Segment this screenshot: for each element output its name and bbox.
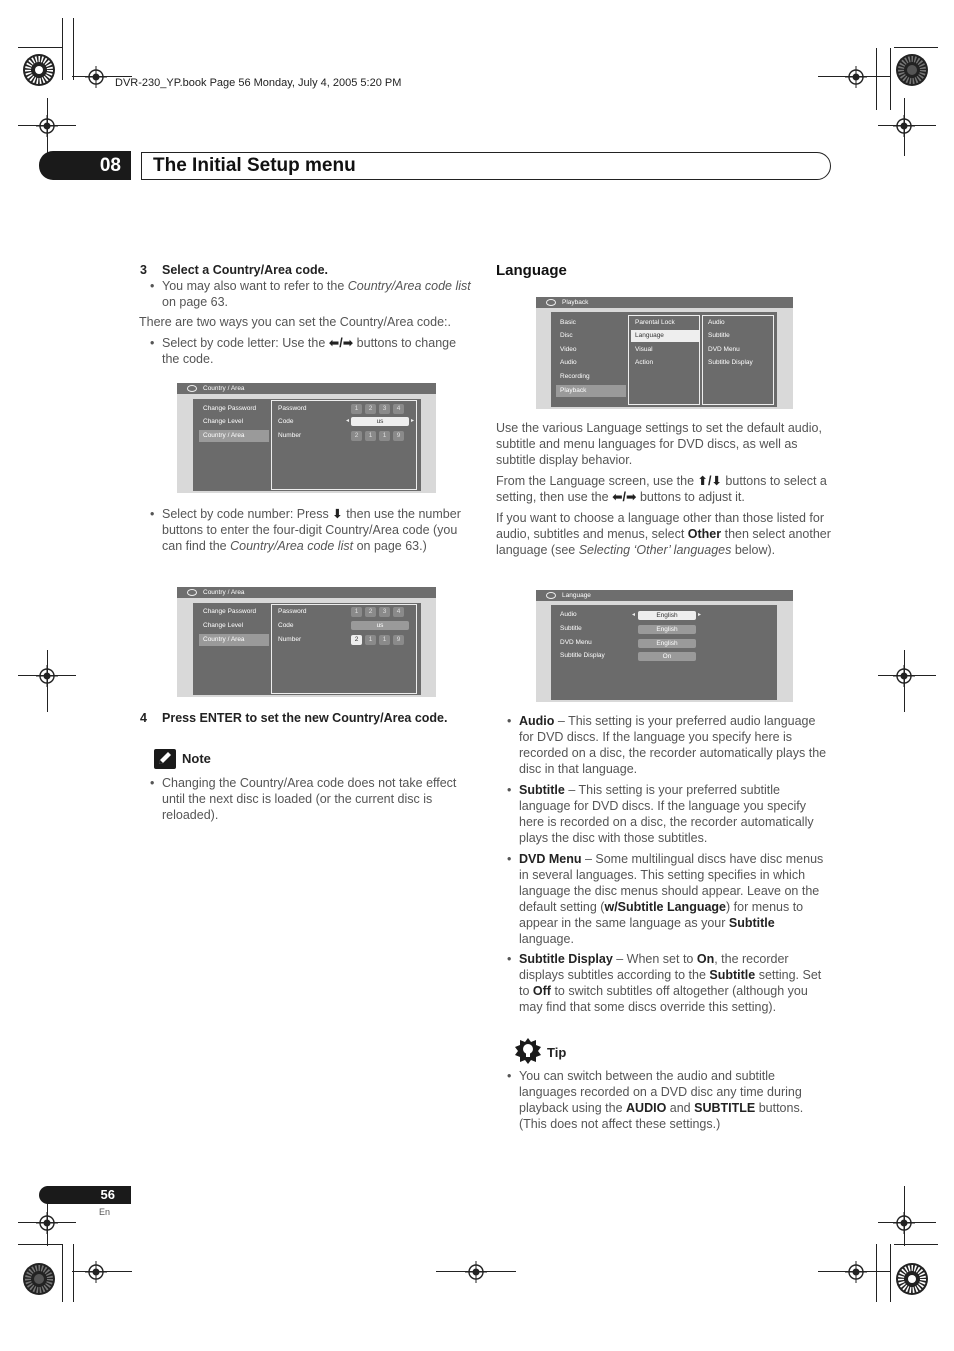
chapter-number: 08 <box>39 151 131 180</box>
dvd-menu-bullet: • DVD Menu – Some multilingual discs have disc menus in several languages. This setting specifies in which language the disc menus should appear. Leave on the default setting (w/Subtitle Language) for menus to appear in the same language as your Subtitle language. <box>507 852 824 946</box>
color-rosette-icon <box>895 1262 929 1296</box>
registration-mark-icon <box>85 66 107 88</box>
two-ways-text: There are two ways you can set the Country/Area code:. <box>139 315 451 329</box>
setup-eye-icon <box>187 589 197 596</box>
language-settings-screen: Language Audio Subtitle DVD Menu Subtitle Display ◂ English ▸ English English On <box>536 590 793 702</box>
registration-mark-icon <box>36 1212 58 1234</box>
color-rosette-icon <box>22 53 56 87</box>
color-rosette-icon <box>895 53 929 87</box>
chapter-title: The Initial Setup menu <box>153 155 356 176</box>
subtitle-display-bullet: • Subtitle Display – When set to On, the recorder displays subtitles according to the Subtitle setting. Set to Off to switch subtitles off altogether (although you may find that some discs override this setting). <box>507 952 822 1014</box>
label-password: Password <box>278 608 307 615</box>
dvd-menu-value: English <box>638 639 696 648</box>
subtitle-bullet: • Subtitle – This setting is your preferred subtitle language for DVD discs. If the language you specify here is recorded on a disc, the recorder automatically plays the disc with those subtitles. <box>507 783 814 845</box>
page-number: 56 <box>39 1186 131 1204</box>
code-value: us <box>351 417 409 426</box>
menu-change-password: Change Password <box>203 608 257 615</box>
book-slug-line: DVR-230_YP.book Page 56 Monday, July 4, 2005 5:20 PM <box>115 77 402 89</box>
note-heading: Note <box>182 751 211 766</box>
language-intro-para: Use the various Language settings to set the default audio, subtitle and menu languages for DVD discs, as well as subtitle display behavior. <box>496 421 822 467</box>
audio-value: English <box>638 611 696 620</box>
label-number: Number <box>278 636 302 643</box>
label-audio: Audio <box>560 611 577 618</box>
menu-change-level: Change Level <box>203 622 244 629</box>
registration-mark-icon <box>36 665 58 687</box>
country-area-screen-2: Country / Area Change Password Change Level Country / Area Password Code Number 1 2 3 4 us 2 1 1 9 <box>177 587 436 697</box>
step-4-number: 4 <box>140 711 147 725</box>
setup-eye-icon <box>187 385 197 392</box>
select-by-number-bullet: • Select by code number: Press ⬇ then use the number buttons to enter the four-digit Country/Area code (you can find the Country/Area code list on page 63.) <box>150 507 461 553</box>
registration-mark-icon <box>893 1212 915 1234</box>
label-subtitle-display: Subtitle Display <box>560 652 605 659</box>
label-code: Code <box>278 418 294 425</box>
country-area-screen-1: Country / Area Change Password Change Level Country / Area Password Code Number 1 2 3 4 ◂ us ▸ 2 1 1 9 <box>177 383 436 493</box>
select-by-letter-bullet: • Select by code letter: Use the ⬅/➡ buttons to change the code. <box>150 336 457 366</box>
language-heading: Language <box>496 262 567 279</box>
tip-text: • You can switch between the audio and subtitle languages recorded on a DVD disc any time during playback using the AUDIO and SUBTITLE buttons. (This does not affect these settings.) <box>507 1069 804 1131</box>
setup-eye-icon <box>546 592 556 599</box>
other-language-para: If you want to choose a language other than those listed for audio, subtitles and menus, select Other then select another language (see Selecting ‘Other’ languages below). <box>496 511 831 557</box>
code-value: us <box>351 621 409 630</box>
step-3-text: Select a Country/Area code. <box>162 263 329 277</box>
setup-eye-icon <box>546 299 556 306</box>
menu-country-area: Country / Area <box>199 634 269 646</box>
step-3-number: 3 <box>140 263 147 277</box>
note-pencil-icon <box>154 749 176 769</box>
right-arrow-icon: ▸ <box>411 418 415 424</box>
label-number: Number <box>278 432 302 439</box>
left-arrow-icon: ◂ <box>632 612 636 618</box>
right-arrow-icon: ▸ <box>698 612 702 618</box>
down-arrow-icon: ⬇ <box>332 507 343 521</box>
menu-change-level: Change Level <box>203 418 244 425</box>
refer-code-list-bullet: • You may also want to refer to the Country/Area code list on page 63. <box>150 279 471 309</box>
audio-bullet: • Audio – This setting is your preferred audio language for DVD discs. If the language you specify here is recorded on a disc, the recorder automatically plays the disc in that language. <box>507 714 827 776</box>
left-right-arrow-icon: ⬅/➡ <box>328 336 354 350</box>
label-password: Password <box>278 405 307 412</box>
label-dvd-menu: DVD Menu <box>560 639 592 646</box>
step-4-text: Press ENTER to set the new Country/Area code. <box>162 711 448 725</box>
left-arrow-icon: ◂ <box>346 418 350 424</box>
language-navigation-para: From the Language screen, use the ⬆/⬇ buttons to select a setting, then use the ⬅/➡ buttons to adjust it. <box>496 474 827 504</box>
subtitle-display-value: On <box>638 652 696 661</box>
label-code: Code <box>278 622 294 629</box>
registration-mark-icon <box>893 665 915 687</box>
up-down-arrow-icon: ⬆/⬇ <box>697 474 722 488</box>
tip-heading: Tip <box>547 1045 567 1060</box>
note-text: • Changing the Country/Area code does not take effect until the next disc is loaded (or the current disc is reloaded). <box>150 776 457 822</box>
registration-mark-icon <box>36 115 58 137</box>
color-rosette-icon <box>22 1262 56 1296</box>
registration-mark-icon <box>845 1261 867 1283</box>
label-subtitle: Subtitle <box>560 625 582 632</box>
tip-lightbulb-icon <box>515 1038 541 1064</box>
registration-mark-icon <box>893 115 915 137</box>
menu-country-area: Country / Area <box>199 430 269 442</box>
registration-mark-icon <box>85 1261 107 1283</box>
subtitle-value: English <box>638 625 696 634</box>
page-language: En <box>99 1207 111 1217</box>
menu-change-password: Change Password <box>203 405 257 412</box>
registration-mark-icon <box>845 66 867 88</box>
left-right-arrow-icon: ⬅/➡ <box>612 490 637 504</box>
playback-menu-screen: Playback Basic Disc Video Audio Recording Playback Parental Lock Language Visual Action Audio Subtitle DVD Menu Subtitle Display <box>536 297 793 409</box>
registration-mark-icon <box>465 1261 487 1283</box>
